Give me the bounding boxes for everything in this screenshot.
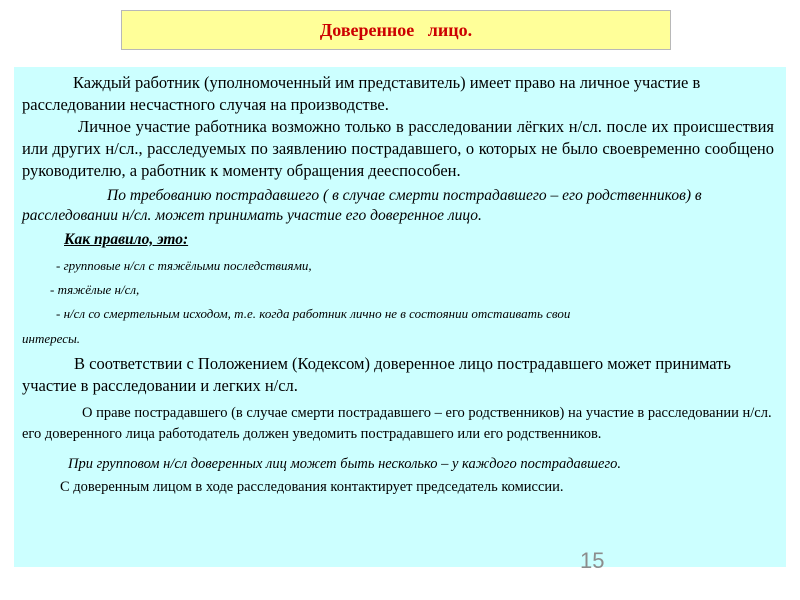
paragraph-notification: О праве пострадавшего (в случае смерти пострадавшего – его родственников) на участие в расследовании н/сл. его доверенного лица работодатель должен уведомить пострадавшего или его родственников. <box>22 405 772 442</box>
list-item: интересы. <box>22 331 81 346</box>
paragraph-group-accident: При групповом н/сл доверенных лиц может быть несколько – у каждого пострадавшего. <box>68 456 622 472</box>
paragraph-trusted-person: По требованию пострадавшего ( в случае смерти пострадавшего – его родственников) в расследовании н/сл. может принимать участие его доверенное лицо. <box>22 187 702 224</box>
list-item: - тяжёлые н/сл, <box>50 282 140 297</box>
list-item: - групповые н/сл с тяжёлыми последствиями, <box>56 258 312 273</box>
paragraph-regulation: В соответствии с Положением (Кодексом) доверенное лицо пострадавшего может принимать участие в расследовании и легких н/сл. <box>22 354 731 395</box>
content-box <box>14 67 786 567</box>
title-box <box>121 10 671 50</box>
list-item: - н/сл со смертельным исходом, т.е. когда работник лично не в состоянии отстаивать свои <box>56 306 571 321</box>
rule-heading: Как правило, это: <box>64 231 189 248</box>
paragraph-participation-right: Каждый работник (уполномоченный им представитель) имеет право на личное участие в расследовании несчастного случая на производстве. <box>22 73 701 114</box>
paragraph-commission-chair: С доверенным лицом в ходе расследования контактирует председатель комиссии. <box>60 479 564 495</box>
page-number: 15 <box>580 548 605 573</box>
slide-title: Доверенное лицо. <box>319 19 473 40</box>
paragraph-personal-participation: Личное участие работника возможно только в расследовании лёгких н/сл. после их происшествия или других н/сл., расследуемых по заявлению пострадавшего, о которых не было своевременно сообщено руководителю, а работник к моменту обращения дееспособен. <box>22 117 774 180</box>
